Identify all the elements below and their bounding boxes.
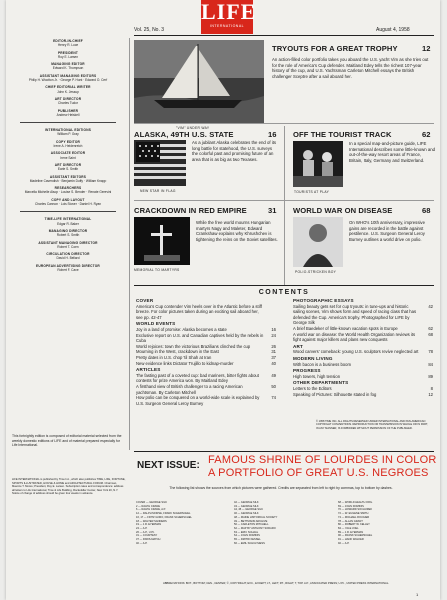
- contents-entry-text: Letters to the Editors: [293, 385, 332, 391]
- next-issue-rule: [134, 451, 434, 452]
- alaska-body: As a jubilant Alaska celebrates the end of its long battle for statehood, the U.S. surveys the colorful past and promising future of an area that is as big as two Texases.: [192, 140, 277, 163]
- credit-line: 26 — A.P., U.P.I.: [136, 530, 155, 534]
- masthead-entry: [12, 39, 124, 48]
- edition-note: This fortnightly edition is composed of editorial material selected from the weekly domestic editions of LIFE and of material prepared especially for Life International.: [12, 434, 122, 447]
- contents-entry-page: 50: [271, 383, 276, 389]
- memorial-caption: MEMORIAL TO MARTYRS: [134, 268, 180, 272]
- credit-line: 19 — J.R. EYERMAN: [136, 523, 162, 527]
- next-issue-label: NEXT ISSUE:: [137, 460, 200, 471]
- credit-line: 40 — A.P.: [136, 541, 148, 545]
- contents-entry-page: 8: [430, 385, 433, 391]
- flag-caption: NEW STAR IN FLAG: [140, 189, 176, 193]
- credit-line: 90 — FRANK SCHERSCHEL: [338, 534, 373, 538]
- credit-line: 44, 45 — GEORGE SILK: [234, 508, 263, 512]
- yacht-caption: "VIM" UNDER WAY: [176, 126, 210, 130]
- masthead-names: Edward K. Thompson: [52, 66, 84, 71]
- alaska-page: 16: [268, 130, 277, 139]
- masthead-entry: [12, 198, 124, 207]
- contents-rule: [134, 285, 434, 286]
- contents-entry[interactable]: [293, 392, 433, 398]
- contents-left-column: [136, 297, 276, 406]
- credit-line: 69 — JOHN DOMINIS: [338, 504, 364, 508]
- masthead-entry: [12, 241, 124, 250]
- contents-entry-text: A firsthand view of British challenger to a racing American yachtsman. By Carleton Mitchell: [136, 383, 243, 395]
- abbreviations-footnote: ABBREVIATIONS: BOT., BOTTOM; CEN., CENTER; ©, COPYRIGHT; EXC., EXCEPT; LT., LEFT; RT., RIGHT; T, TOP. A.P., ASSOCIATED PRESS; U.P.I., UNITED PRESS INTERNATIONAL.: [162, 582, 390, 585]
- masthead-entry: [12, 140, 124, 149]
- contents-section-head: PROGRESS: [293, 368, 321, 374]
- masthead-entry: [12, 85, 124, 94]
- masthead-names: Robert F. Cave: [57, 267, 79, 272]
- masthead-names: John K. Jessup: [57, 89, 79, 94]
- masthead: [12, 39, 124, 275]
- contents-entry[interactable]: [293, 349, 433, 355]
- masthead-role: COPY EDITOR: [55, 139, 81, 144]
- life-logo: [201, 0, 257, 34]
- contents-right-column: [293, 297, 433, 397]
- masthead-role: ASSISTANT MANAGING EDITORS: [39, 73, 97, 78]
- contents-entry-page: 42: [428, 303, 433, 309]
- contents-entry[interactable]: [293, 362, 433, 368]
- credit-line: 63 — ERIC SCHAAL: [234, 530, 259, 534]
- tryouts-title: TRYOUTS FOR A GREAT TROPHY: [272, 44, 398, 53]
- masthead-divider: [129, 38, 130, 450]
- section-rule: [134, 123, 434, 124]
- contents-entry[interactable]: [136, 384, 276, 395]
- credit-line: 18 — WALTER SANDERS: [136, 519, 167, 523]
- contents-heading: CONTENTS: [258, 289, 310, 296]
- polio-caption: POLIO-STRICKEN BOY: [295, 270, 337, 274]
- disease-page: 68: [422, 206, 431, 215]
- credit-line: 24 — A.P.: [136, 526, 148, 530]
- memorial-photo: [134, 217, 190, 265]
- magazine-page: [6, 0, 440, 600]
- contents-entry-text: The fasting past of a coveted cup: bad mariners, bitter fights about contests for prize America won. By Maitland Edey: [136, 372, 259, 384]
- contents-entry-page: 62: [428, 325, 433, 331]
- credit-line: 80 — ROBERT W. KELLEY: [338, 523, 370, 527]
- credit-line: 64 — JOHN DOMINIS: [234, 534, 260, 538]
- masthead-entry: [12, 51, 124, 60]
- masthead-role: MANAGING EDITOR: [51, 62, 85, 67]
- credits-column-3: [338, 501, 434, 545]
- contents-section-head: COVER: [136, 298, 154, 303]
- logo-word: LIFE: [201, 0, 257, 24]
- credits-column-2: [234, 501, 330, 545]
- masthead-names: Roy E. Larsen: [57, 54, 79, 59]
- masthead-role: PRESIDENT: [57, 50, 79, 55]
- masthead-entry: [12, 62, 124, 71]
- contents-entry[interactable]: [136, 361, 276, 367]
- tryouts-body: An action-filled color portfolio takes you aboard the U.S. yacht Vim as she tries out for the role of America's Cup defender. Maitland Edey tells the richest 107-year history of the cup, and U.S. Yachtsman Carleton Mitchell essays the British challenger Sceptre after a sail aboard her.: [272, 57, 429, 80]
- contents-entry-page: 74: [271, 395, 276, 401]
- masthead-names: Robert S. Smith: [56, 233, 80, 238]
- masthead-role: PUBLISHER: [57, 108, 79, 113]
- masthead-names: Irene Saint: [60, 155, 76, 160]
- masthead-entry: [12, 109, 124, 118]
- credit-line: 68 — WORLD HEALTH ORG.: [338, 501, 373, 504]
- contents-entry-text: How polio can be conquered on a world-wide scale is explained by U.S. Surgeon General Leroy Burney: [136, 395, 260, 406]
- masthead-names: Henry R. Luce: [57, 43, 79, 48]
- masthead-role: EUROPEAN ADVERTISING DIRECTOR: [36, 263, 100, 268]
- masthead-role: TIME-LIFE INTERNATIONAL: [44, 217, 92, 222]
- masthead-names: Madeline Cavendish · Benjamin Duffy · William Knapp: [29, 178, 107, 183]
- credit-line: 49 — BETTMANN ARCHIVE: [234, 519, 268, 523]
- credit-line: 74 — MICHAEL ROUGIER: [338, 515, 370, 519]
- masthead-entry: [12, 128, 124, 137]
- masthead-entry: [12, 217, 124, 226]
- disease-body: On WHO's 10th anniversary, impressive gains are recorded in the battle against pestilence. U.S. Surgeon General Leroy Burney outlines a world drive on polio.: [349, 220, 425, 243]
- masthead-entry: [12, 264, 124, 273]
- masthead-entry: [12, 229, 124, 238]
- tourist-body: In a special map-and-picture guide, LIFE International describes some little-known and out-of-the-way resort areas of France, Britain, Italy, Germany and Switzerland.: [349, 141, 435, 164]
- masthead-names: William P. Gray: [57, 132, 79, 137]
- masthead-role: COPY AND LAYOUT: [51, 197, 85, 202]
- next-issue-line-2: A PORTFOLIO OF GREAT U.S. NEGROES: [208, 467, 429, 479]
- credits-intro: The following list shows the sources from which pictures were gathered. Credits are separated from left to right by commas, top to bottom by dashes.: [169, 486, 393, 490]
- masthead-rule: [20, 122, 116, 123]
- masthead-names: Charles Cannon · Lois Stover · Daniel H. Ryan: [34, 202, 102, 207]
- credit-line: 84 — YALE JOEL: [338, 526, 359, 530]
- credit-line: 37 — PARIS-MATCH: [136, 538, 161, 542]
- column-divider: [284, 126, 285, 286]
- masthead-names: Irene A. Heidenreich: [53, 144, 83, 149]
- contents-section-head: MODERN LIVING: [293, 355, 333, 361]
- masthead-role: ASSISTANT MANAGING DIRECTOR: [38, 240, 98, 245]
- contents-entry-text: A world war on disease: the World Health Organization reviews its fight against major killers and plans new conquests: [293, 331, 416, 343]
- logo-subtitle: INTERNATIONAL: [209, 24, 245, 28]
- credit-line: 16, 17 — FRITZ GORO, FRANK SCHERSCHEL: [136, 515, 192, 519]
- credit-line: 12 — RALPH MORSE, FRANK SCHERSCHEL: [136, 512, 191, 516]
- masthead-role: EDITOR-IN-CHIEF: [53, 39, 83, 43]
- masthead-role: INTERNATIONAL EDITIONS: [44, 128, 92, 133]
- masthead-names: Robert T. Coen: [57, 244, 79, 249]
- contents-entry-text: Speaking of Pictures: Silhouette stated in fog: [293, 391, 377, 397]
- credits-column-1: [136, 501, 226, 545]
- contents-entry-text: High towers, high tension: [293, 373, 341, 379]
- tourist-page: 62: [422, 130, 431, 139]
- credit-line: 48 — MAINE HISTORICAL SOCIETY: [234, 515, 278, 519]
- contents-entry-page: 84: [428, 361, 433, 367]
- contents-entry-page: 31: [271, 349, 276, 355]
- contents-entry-text: With bacon is a business boom: [293, 361, 351, 367]
- contents-entry-page: 49: [271, 372, 276, 378]
- yacht-photo: [134, 40, 264, 124]
- contents-entry-page: 37: [271, 354, 276, 360]
- contents-section-head: WORLD EVENTS: [136, 321, 176, 327]
- credit-line: 92 — A.P.: [338, 541, 350, 545]
- credit-line: 72 — W. EUGENE SMITH: [338, 512, 369, 516]
- masthead-entry: [12, 175, 124, 184]
- flag-photo: [134, 140, 186, 186]
- contents-entry[interactable]: [136, 304, 276, 321]
- contents-section-head: PHOTOGRAPHIC ESSAYS: [293, 298, 354, 303]
- volume-label: Vol. 25, No. 3: [134, 27, 165, 33]
- credit-line: 65 — DMITRI KESSEL: [234, 538, 261, 542]
- contents-entry[interactable]: [136, 395, 276, 406]
- masthead-names: Charles Tudor: [57, 101, 79, 106]
- contents-entry-text: America's Cup contender Vim heels over in the Atlantic before a stiff breeze. For color pictures taken during an exciting sail aboard her, see pp. 42-47: [136, 303, 262, 320]
- credit-line: 43 — GEORGE SILK: [234, 504, 259, 508]
- credit-line: 62 — MAP BY ANTHONY SODARO: [234, 526, 276, 530]
- masthead-role: ART DIRECTOR: [54, 96, 82, 101]
- masthead-role: CHIEF EDITORIAL WRITER: [45, 85, 91, 90]
- masthead-entry: [12, 74, 124, 83]
- tourist-title: OFF THE TOURIST TRACK: [293, 130, 392, 139]
- contents-entry-text: World rejoices: town the victorious Brazilians clinched the cup: [136, 343, 251, 349]
- contents-entry-page: 12: [428, 391, 433, 397]
- contents-section-head: OTHER DEPARTMENTS: [293, 380, 349, 386]
- contents-entry[interactable]: [136, 333, 276, 344]
- credit-line: 46 — GEORGE SILK: [234, 512, 259, 516]
- contents-entry-text: Joy in a land of promise: Alaska becomes a state: [136, 326, 227, 332]
- masthead-fine-print: LIFE INTERNATIONAL is published by Time Inc., which also publishes TIME, LIFE, FORTUNE, SPORTS ILLUSTRATED, HOUSE & HOME and ARCHITECTURAL FORUM. Chairman, Maurice T. Moore; President, Roy E. Larsen. Subscription rates and correspondence: address all letters to Life International, Time & Life Building, Rockefeller Center, New York 20, N.Y. Notice of change of address should be given four weeks in advance.: [12, 478, 126, 496]
- masthead-names: Marcella Michelle Alsop · Louise S. Bender · Renate Gerevini: [24, 190, 112, 195]
- credit-line: 31 — COURTESY: [136, 534, 158, 538]
- contents-entry-page: 78: [428, 349, 433, 355]
- contents-section-head: ARTICLES: [136, 367, 161, 373]
- masthead-role: ART DIRECTOR: [54, 162, 82, 167]
- contents-entry[interactable]: [136, 373, 276, 384]
- contents-entry-text: Mourning in the West, crackdown in the East: [136, 349, 219, 355]
- masthead-role: MANAGING DIRECTOR: [48, 228, 88, 233]
- crackdown-body: While the free world mourns Hungarian martyrs Nagy and Maleter, Edward Crankshaw explains why Khrushchev is tightening the reins on the Soviet satellites.: [196, 220, 278, 243]
- credit-line: 50 — CARLETON MITCHELL: [234, 523, 269, 527]
- crackdown-page: 31: [268, 206, 277, 215]
- masthead-names: Philip H. Wootton Jr. · George P. Hunt · Edward O. Cerf: [28, 78, 108, 83]
- contents-entry-page: 89: [428, 373, 433, 379]
- next-issue-line-1: FAMOUS SHRINE OF LOURDES IN COLOR: [208, 454, 437, 466]
- contents-entry-text: A brief Baedeker of little-known vacation spots in Europe: [293, 325, 398, 331]
- credit-line: COVER — GEORGE SILK: [136, 501, 167, 504]
- masthead-role: CIRCULATION DIRECTOR: [46, 252, 90, 257]
- masthead-entry: [12, 186, 124, 195]
- contents-entry-page: 26: [271, 343, 276, 349]
- crackdown-title: CRACKDOWN IN RED EMPIRE: [134, 206, 247, 215]
- masthead-rule: [20, 211, 116, 212]
- contents-entry-text: Sailing beauty gets set for cup tryouts: in tune-ups and historic sailing scenes, Vim shows form and speed of racing class that has defended the Cup. America's trophy. Photographed for LIFE by George Silk: [293, 303, 417, 326]
- credit-line: 91 — HANK WALKER: [338, 538, 364, 542]
- credit-line: 78 — ALLAN GRANT: [338, 519, 363, 523]
- contents-entry-text: Wood carvers' comeback: young U.S. sculptors revive neglected art: [293, 349, 419, 355]
- contents-entry-text: Exclusive report on U.S. and Canadian captives held by the rebels in Cuba: [136, 332, 264, 344]
- polio-boy-photo: [293, 217, 343, 267]
- masthead-names: Edgar R. Baker: [57, 221, 79, 226]
- masthead-role: ASSOCIATE EDITOR: [50, 151, 86, 156]
- masthead-names: Earle S. Smith: [57, 167, 79, 172]
- masthead-role: RESEARCHERS: [54, 186, 82, 191]
- credit-line: 66 — EMIL SCHULTHESS: [234, 541, 265, 545]
- tryouts-page: 12: [422, 44, 431, 53]
- tourists-photo: [293, 141, 343, 187]
- credit-line: 70 — HOWARD SOCHUREK: [338, 508, 373, 512]
- contents-entry-page: 68: [428, 331, 433, 337]
- contents-entry-page: 16: [271, 326, 276, 332]
- masthead-entry: [12, 163, 124, 172]
- contents-section-head: ART: [293, 343, 304, 349]
- contents-entry[interactable]: [293, 332, 433, 343]
- contents-entry[interactable]: [293, 374, 433, 380]
- contents-entry-text: New evidence links Dictator Trujillo to kidnap-murder: [136, 360, 234, 366]
- masthead-names: David H. Bellard: [56, 256, 80, 261]
- masthead-role: ASSISTANT EDITORS: [49, 174, 87, 179]
- credit-line: 89 — J.R. EYERMAN: [338, 530, 364, 534]
- disease-title: WORLD WAR ON DISEASE: [293, 206, 393, 215]
- header-rule: [134, 35, 434, 36]
- alaska-title: ALASKA, 49TH U.S. STATE: [134, 130, 234, 139]
- tourists-caption: TOURISTS AT PLAY: [294, 190, 330, 194]
- copyright-notice: © 1958 TIME INC. ALL RIGHTS RESERVED UNDER INTERNATIONAL AND PAN-AMERICAN COPYRIGHT CONVENTIONS. REPRODUCTION OR TRANSMISSION IN WHOLE OR IN PART, IN ANY MANNER, IS FORBIDDEN WITHOUT PERMISSION OF THE PUBLISHER.: [316, 420, 428, 430]
- credit-line: 6 — RALPH CRANE, A.P.: [136, 508, 166, 512]
- section-rule-2: [134, 200, 434, 201]
- masthead-entry: [12, 97, 124, 106]
- masthead-entry: [12, 151, 124, 160]
- contents-entry[interactable]: [293, 304, 433, 326]
- masthead-names: Andrew Heiskell: [56, 112, 80, 117]
- contents-entry-page: 40: [271, 360, 276, 366]
- page-number: 1: [416, 592, 419, 597]
- credit-line: 42 — GEORGE SILK: [234, 501, 259, 504]
- contents-entry-page: 24: [271, 332, 276, 338]
- credit-line: 2 — RALPH CRANE: [136, 504, 160, 508]
- issue-date: August 4, 1958: [376, 27, 410, 33]
- masthead-entry: [12, 252, 124, 261]
- contents-entry-text: Pretty dates in U.S. chop 'til Shah at Iran: [136, 354, 212, 360]
